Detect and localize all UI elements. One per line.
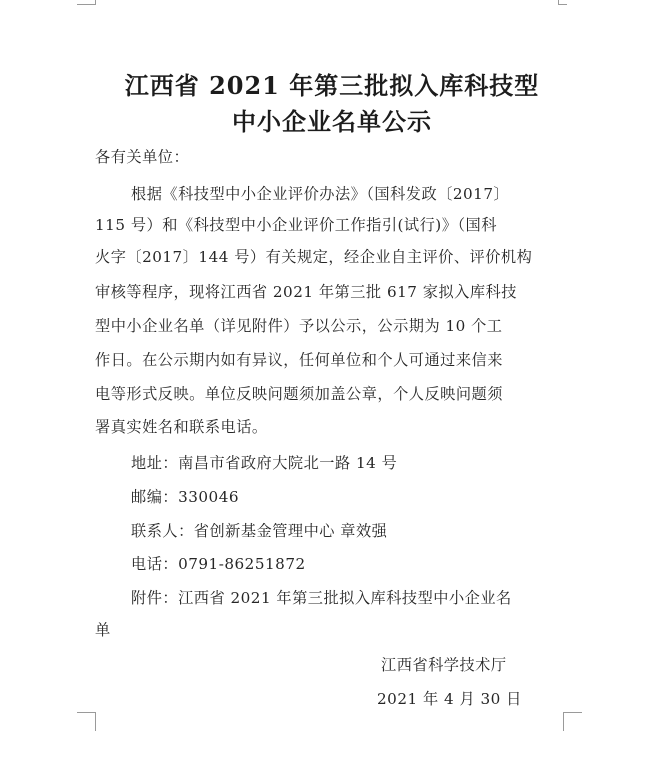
body-line: 作日。在公示期内如有异议，任何单位和个人可通过来信来 <box>95 351 503 369</box>
body-line: 审核等程序，现将江西省 2021 年第三批 617 家拟入库科技 <box>95 283 517 301</box>
contact-address: 地址：南昌市省政府大院北一路 14 号 <box>131 454 398 472</box>
body-line: 电等形式反映。单位反映问题须加盖公章，个人反映问题须 <box>95 385 503 403</box>
body-line: 115 号）和《科技型中小企业评价工作指引(试行)》（国科 <box>95 216 497 234</box>
signature-org: 江西省科学技术厅 <box>381 656 507 674</box>
page-corner-mark-bottom-right <box>563 712 582 731</box>
attachment-line: 附件：江西省 2021 年第三批拟入库科技型中小企业名 <box>131 589 512 607</box>
body-line: 署真实姓名和联系电话。 <box>95 418 268 436</box>
contact-postcode: 邮编：330046 <box>131 488 240 506</box>
page-corner-mark-top-right <box>558 0 567 5</box>
document-title-line-1: 江西省 2021 年第三批拟入库科技型 <box>124 71 540 100</box>
salutation: 各有关单位： <box>95 148 190 166</box>
attachment-line-continued: 单 <box>95 621 111 639</box>
contact-person: 联系人：省创新基金管理中心 章效强 <box>131 522 388 540</box>
page-corner-mark-top-left <box>77 0 96 5</box>
signature-date: 2021 年 4 月 30 日 <box>377 690 522 708</box>
page-corner-mark-bottom-left <box>77 712 96 731</box>
body-line: 根据《科技型中小企业评价办法》（国科发政〔2017〕 <box>131 185 510 203</box>
body-line: 型中小企业名单（详见附件）予以公示，公示期为 10 个工 <box>95 317 503 335</box>
body-line: 火字〔2017〕144 号）有关规定，经企业自主评价、评价机构 <box>95 248 533 266</box>
document-title-line-2: 中小企业名单公示 <box>232 107 432 136</box>
contact-phone: 电话：0791-86251872 <box>131 555 306 573</box>
